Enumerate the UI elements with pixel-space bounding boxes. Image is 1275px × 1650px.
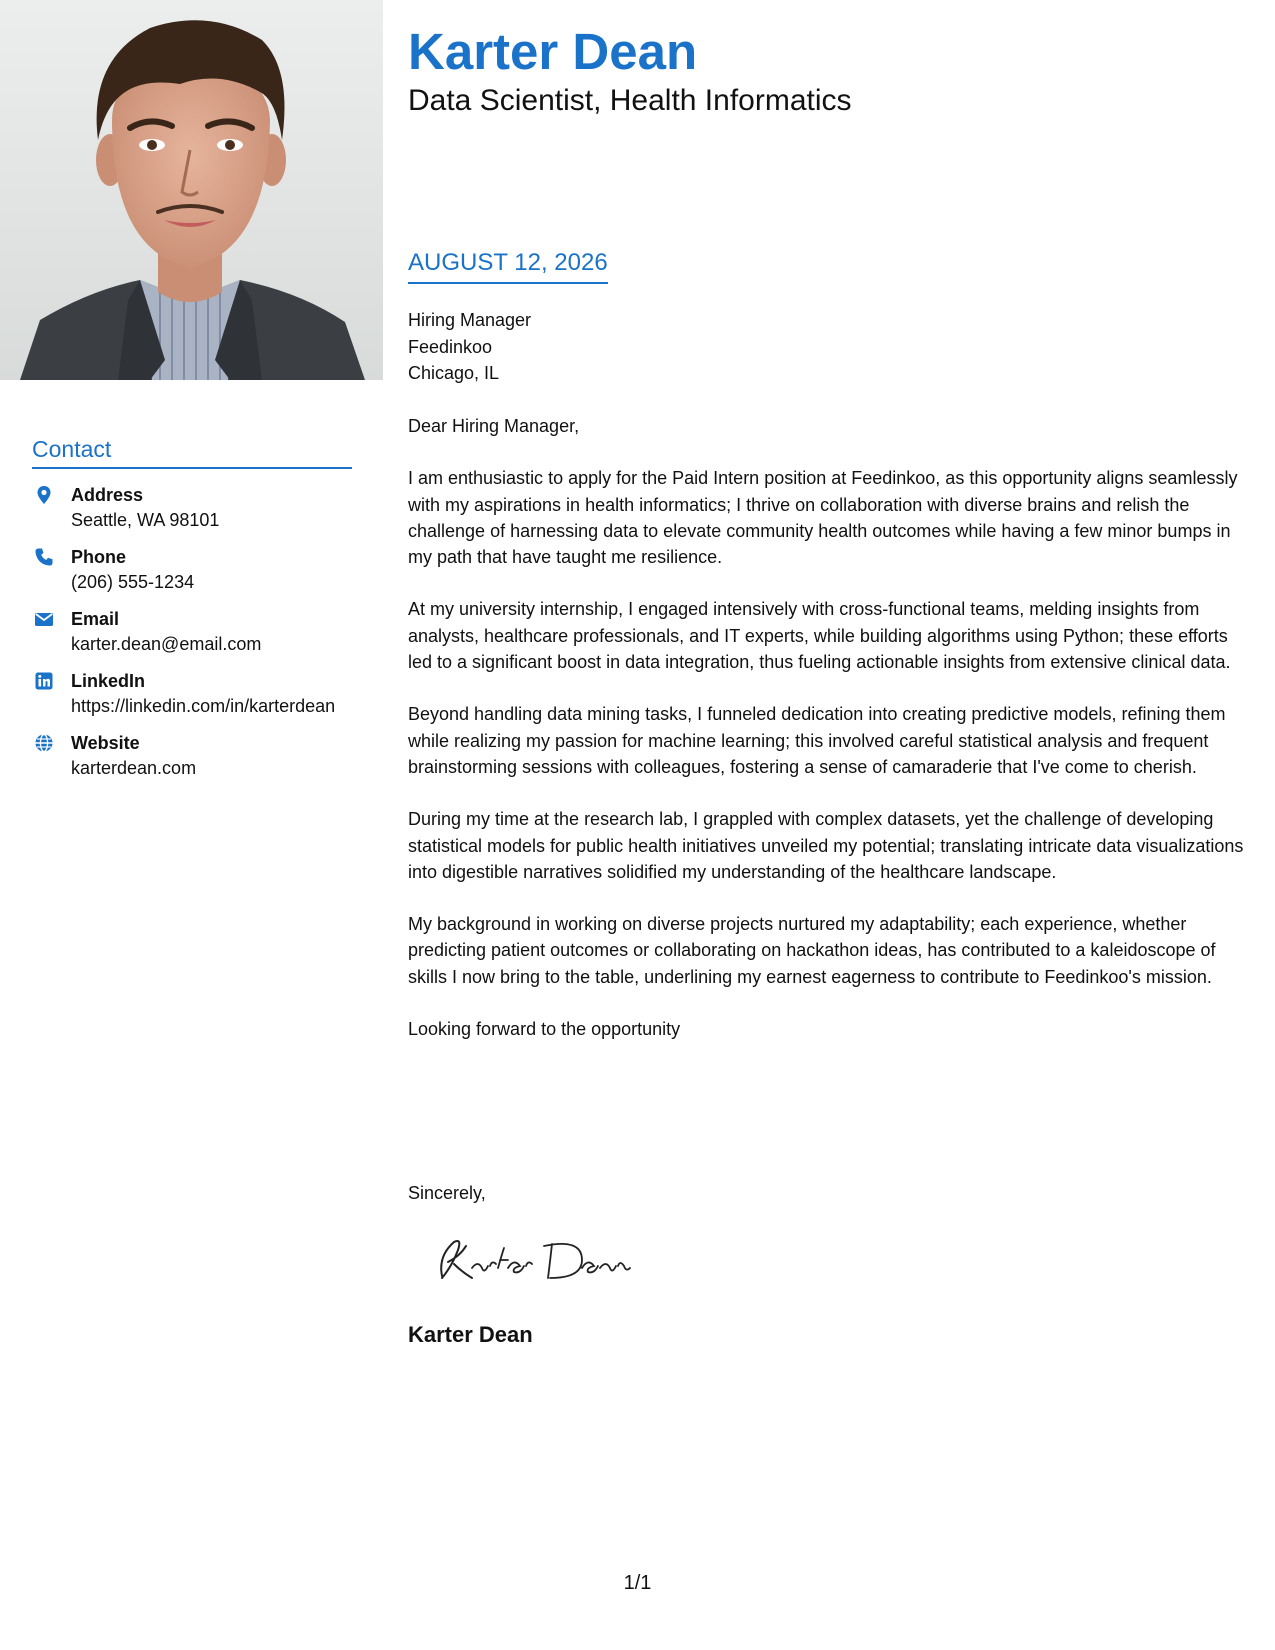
recipient-block [408,307,531,387]
recipient-line: Hiring Manager [408,310,532,330]
salutation: Dear Hiring Manager, [408,416,580,436]
recipient-location: Chicago, IL [408,363,500,383]
contact-website [32,731,352,781]
address-label: Address [71,485,144,505]
contact-phone [32,545,352,595]
body-paragraph: At my university internship, I engaged intensively with cross-functional teams, melding insights from analysts, healthcare professionals, and IT experts, while building algorithms using Python; these efforts led to a significant boost in data integration, thus fueling actionable insights from extensive clinical data. [408,599,1231,673]
linkedin-icon [34,671,54,691]
contact-heading: Contact [32,436,352,469]
phone-value[interactable]: (206) 555-1234 [71,572,195,592]
website-label: Website [71,733,140,753]
job-title: Data Scientist, Health Informatics [408,84,852,117]
email-icon [34,609,54,629]
location-pin-icon [34,485,54,505]
contact-section [32,436,352,793]
applicant-name: Karter Dean [408,23,698,80]
phone-icon [34,547,54,567]
letter-date: AUGUST 12, 2026 [408,248,608,284]
contact-linkedin [32,669,352,719]
body-paragraph: My background in working on diverse projects nurtured my adaptability; each experience, whether predicting patient outcomes or collaborating on hackathon ideas, has contributed to a kaleidoscope of skills I now bring to the table, underlining my earnest eagerness to contribute to Feedinkoo's mission. [408,914,1216,987]
letter-body [408,413,1253,1068]
linkedin-label: LinkedIn [71,671,146,691]
page-number: 1/1 [623,1572,652,1594]
contact-email [32,607,352,657]
linkedin-value[interactable]: https://linkedin.com/in/karterdean [71,696,336,716]
email-label: Email [71,609,120,629]
recipient-company: Feedinkoo [408,336,493,357]
body-paragraph: During my time at the research lab, I grappled with complex datasets, yet the challenge of developing statistical models for public health initiatives unveiled my potential; translating intricate data visualizations into digestible narratives solidified my understanding of the healthcare landscape. [408,809,1244,882]
email-value[interactable]: karter.dean@email.com [71,634,262,654]
body-paragraph: Beyond handling data mining tasks, I funneled dedication into creating predictive models, refining them while realizing my passion for machine learning; this involved careful statistical analysis and frequent brainstorming sessions with colleagues, fostering a sense of camaraderie that I've come to cherish. [408,704,1226,777]
closing-line: Looking forward to the opportunity [408,1019,681,1040]
signer-name: Karter Dean [408,1322,533,1347]
handwritten-signature [432,1232,652,1288]
signoff: Sincerely, [408,1183,486,1203]
contact-address [32,483,352,533]
globe-icon [34,733,54,753]
phone-label: Phone [71,547,127,567]
body-paragraph: I am enthusiastic to apply for the Paid Intern position at Feedinkoo, as this opportunity aligns seamlessly with my aspirations in health informatics; I thrive on collaboration with diverse brains and relish the challenge of harnessing data to elevate community health outcomes while having a few minor bumps in my path that have taught me resilience. [408,468,1238,568]
profile-photo [0,0,383,380]
website-value[interactable]: karterdean.com [71,758,197,778]
address-value: Seattle, WA 98101 [71,510,220,530]
